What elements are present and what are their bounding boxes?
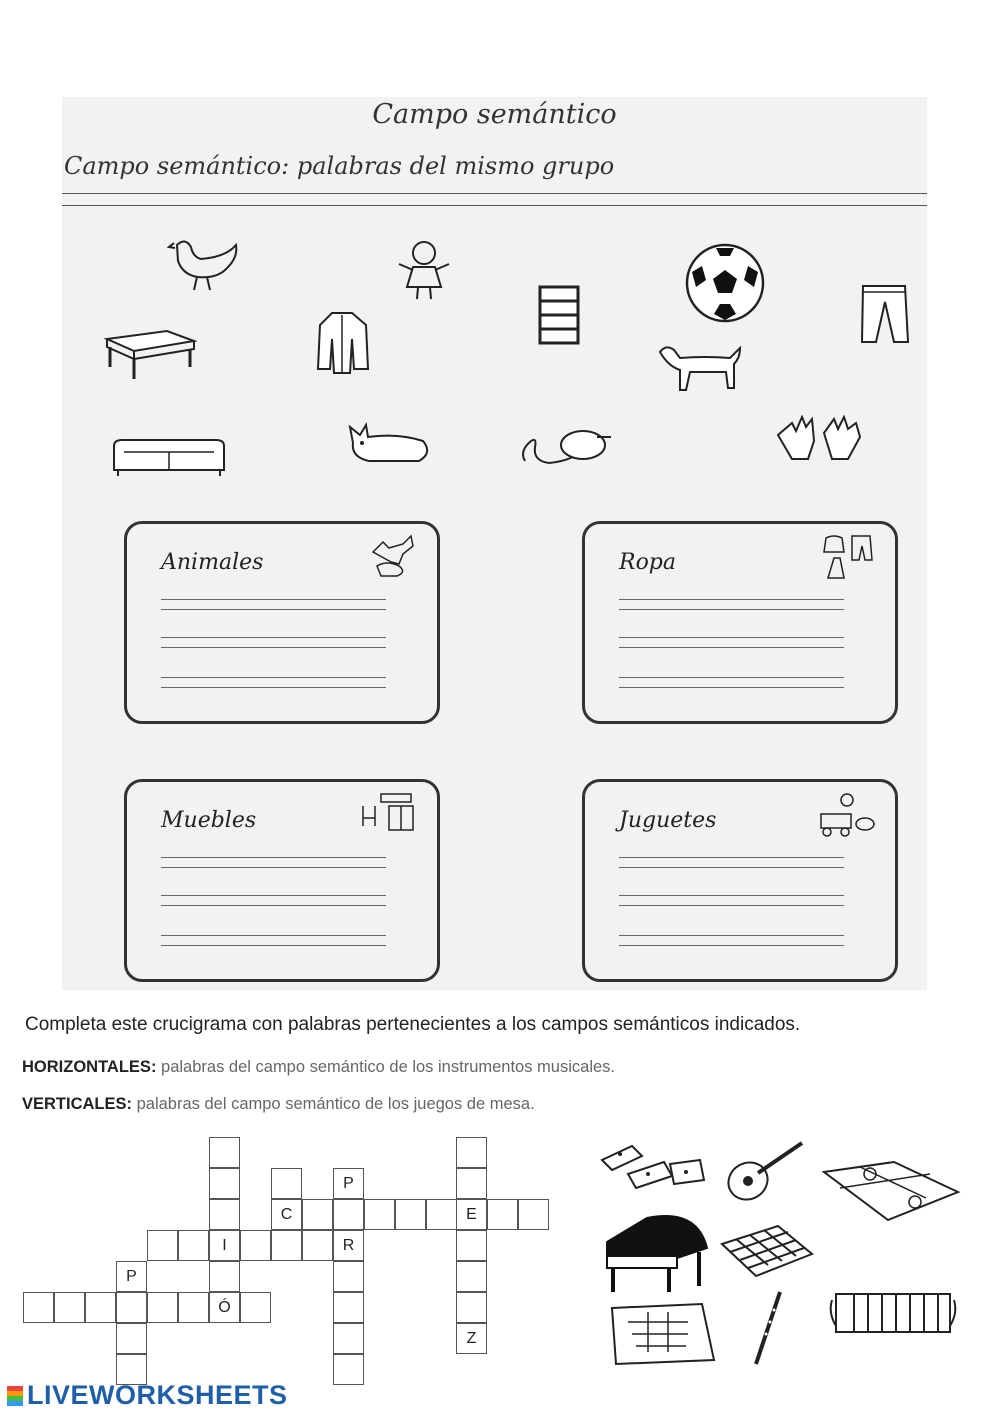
spinning-top-icon <box>517 427 617 469</box>
brand-text: LIVEWORKSHEETS <box>27 1380 288 1410</box>
crossword-cell[interactable]: R <box>333 1230 364 1261</box>
coat-icon <box>312 309 372 374</box>
crossword-cell[interactable] <box>333 1354 364 1385</box>
crossword-cell[interactable] <box>456 1230 487 1261</box>
crossword-cell[interactable] <box>333 1292 364 1323</box>
brand-logo <box>7 1380 288 1411</box>
crossword-cell[interactable] <box>240 1230 271 1261</box>
crossword-cell[interactable] <box>456 1137 487 1168</box>
crossword-cell[interactable] <box>178 1230 209 1261</box>
crossword-cell[interactable] <box>23 1292 54 1323</box>
crossword-cell[interactable] <box>271 1168 302 1199</box>
hen-icon <box>162 235 252 295</box>
crossword-cell[interactable]: P <box>116 1261 147 1292</box>
vertical-text: palabras del campo semántico de los juegos de mesa. <box>136 1095 535 1113</box>
crossword-cell[interactable] <box>456 1168 487 1199</box>
horizontal-text: palabras del campo semántico de los instrumentos musicales. <box>161 1058 615 1076</box>
crossword-cell[interactable]: Z <box>456 1323 487 1354</box>
flute-icon <box>748 1288 788 1368</box>
dog-icon <box>654 342 749 397</box>
crossword-cell[interactable] <box>333 1199 364 1230</box>
shelf-icon <box>537 285 582 345</box>
crossword-cell[interactable] <box>209 1137 240 1168</box>
piano-icon <box>603 1212 713 1297</box>
crossword-cell[interactable] <box>456 1261 487 1292</box>
toys-icon <box>817 790 877 840</box>
category-card-muebles <box>124 779 440 982</box>
ball-icon <box>684 242 766 324</box>
goose-game-icon <box>608 1298 718 1366</box>
crossword-cell[interactable] <box>54 1292 85 1323</box>
crossword-cell[interactable] <box>487 1199 518 1230</box>
crossword-cell[interactable]: E <box>456 1199 487 1230</box>
crossword-cell[interactable]: Ó <box>209 1292 240 1323</box>
crossword-cell[interactable] <box>426 1199 457 1230</box>
divider <box>62 205 927 206</box>
category-label: Ropa <box>619 550 677 575</box>
horizontal-label: HORIZONTALES: <box>22 1058 157 1076</box>
crossword-cell[interactable] <box>178 1292 209 1323</box>
divider <box>62 193 927 194</box>
crossword-cell[interactable] <box>395 1199 426 1230</box>
category-label: Muebles <box>161 808 257 833</box>
crossword-cell[interactable] <box>518 1199 549 1230</box>
category-card-animales <box>124 521 440 724</box>
category-label: Juguetes <box>619 808 717 833</box>
clothes-icon <box>822 532 877 582</box>
vertical-label: VERTICALES: <box>22 1095 133 1113</box>
trousers-icon <box>857 282 912 344</box>
crossword-cell[interactable] <box>116 1323 147 1354</box>
crossword-cell[interactable] <box>364 1199 395 1230</box>
crossword-cell[interactable] <box>147 1292 178 1323</box>
crossword-instruction: Completa este crucigrama con palabras pertenecientes a los campos semánticos indicados. <box>25 1014 801 1035</box>
crossword-cell[interactable] <box>333 1323 364 1354</box>
brand-icon <box>7 1386 23 1406</box>
vertical-clue <box>22 1095 535 1114</box>
worksheet-panel <box>62 97 927 990</box>
crossword-cell[interactable] <box>271 1230 302 1261</box>
subtitle: Campo semántico: palabras del mismo grupo <box>64 152 615 180</box>
crossword-cell[interactable] <box>456 1292 487 1323</box>
horizontal-clue <box>22 1058 615 1077</box>
crossword-cell[interactable] <box>209 1199 240 1230</box>
category-card-ropa <box>582 521 898 724</box>
animals-icon <box>367 532 419 580</box>
crossword-cell[interactable] <box>116 1292 147 1323</box>
furniture-icon <box>359 790 419 832</box>
table-icon <box>102 327 197 382</box>
crossword-cell[interactable] <box>240 1292 271 1323</box>
sofa-icon <box>110 432 228 477</box>
crossword-cell[interactable] <box>333 1261 364 1292</box>
crossword-cell[interactable] <box>302 1230 333 1261</box>
crossword-cell[interactable]: I <box>209 1230 240 1261</box>
crossword-cell[interactable] <box>209 1261 240 1292</box>
category-label: Animales <box>161 550 264 575</box>
crossword-cell[interactable] <box>85 1292 116 1323</box>
chess-board-icon <box>718 1218 816 1280</box>
doll-icon <box>387 237 462 302</box>
rabbit-icon <box>342 419 437 464</box>
crossword-cell[interactable] <box>209 1168 240 1199</box>
category-card-juguetes <box>582 779 898 982</box>
gloves-icon <box>774 415 869 465</box>
page-title: Campo semántico <box>372 99 617 130</box>
guitar-icon <box>722 1135 812 1205</box>
crossword-cell[interactable] <box>147 1230 178 1261</box>
dominoes-icon <box>598 1140 710 1200</box>
ludo-board-icon <box>820 1158 962 1223</box>
crossword-cell[interactable]: C <box>271 1199 302 1230</box>
accordion-icon <box>828 1282 958 1344</box>
crossword-cell[interactable] <box>302 1199 333 1230</box>
crossword-cell[interactable]: P <box>333 1168 364 1199</box>
